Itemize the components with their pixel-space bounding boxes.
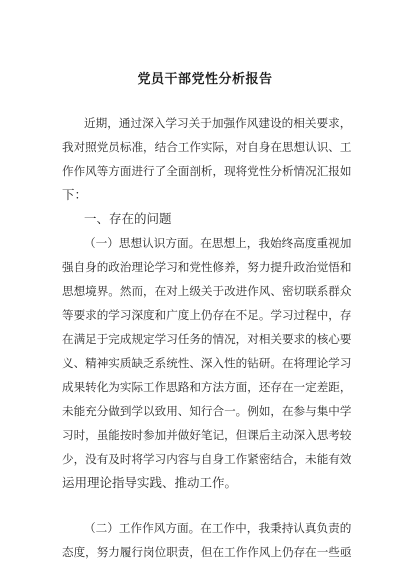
intro-line: 作作风等方面进行了全面剖析，现将党性分析情况汇报如 — [62, 164, 352, 178]
paragraph-line: 运用理论指导实践、推动工作。 — [62, 475, 238, 490]
paragraph-line: 思想境界。然而，在对上级关于改进作风、密切联系群众 — [62, 284, 352, 298]
paragraph-line: 在满足于完成规定学习任务的情况，对相关要求的核心要 — [62, 332, 352, 346]
intro-line: 下： — [62, 187, 88, 202]
paragraph-line: （二）工作作风方面。在工作中，我秉持认真负责的 — [84, 521, 352, 535]
paragraph-line: 义、精神实质缺乏系统性、深入性的钻研。在将理论学习 — [62, 356, 352, 370]
section-heading: 一、存在的问题 — [84, 211, 172, 226]
paragraph-line: 强自身的政治理论学习和党性修养，努力提升政治觉悟和 — [62, 260, 352, 274]
paragraph-line: 等要求的学习深度和广度上仍存在不足。学习过程中，存 — [62, 308, 352, 322]
paragraph-line: 未能充分做到学以致用、知行合一。例如，在参与集中学 — [62, 404, 352, 418]
paragraph-line: 少，没有及时将学习内容与自身工作紧密结合，未能有效 — [62, 452, 352, 466]
document-title: 党员干部党性分析报告 — [137, 72, 273, 87]
intro-line: 我对照党员标准，结合工作实际，对自身在思想认识、工 — [62, 140, 352, 154]
paragraph-line: 成果转化为实际工作思路和方法方面，还存在一定差距， — [62, 380, 352, 394]
paragraph-line: （一）思想认识方面。在思想上，我始终高度重视加 — [84, 236, 352, 250]
intro-line: 近期，通过深入学习关于加强作风建设的相关要求， — [84, 116, 352, 130]
paragraph-line: 态度，努力履行岗位职责，但在工作作风上仍存在一些亟 — [62, 545, 352, 559]
paragraph-line: 习时，虽能按时参加并做好笔记，但课后主动深入思考较 — [62, 428, 352, 442]
